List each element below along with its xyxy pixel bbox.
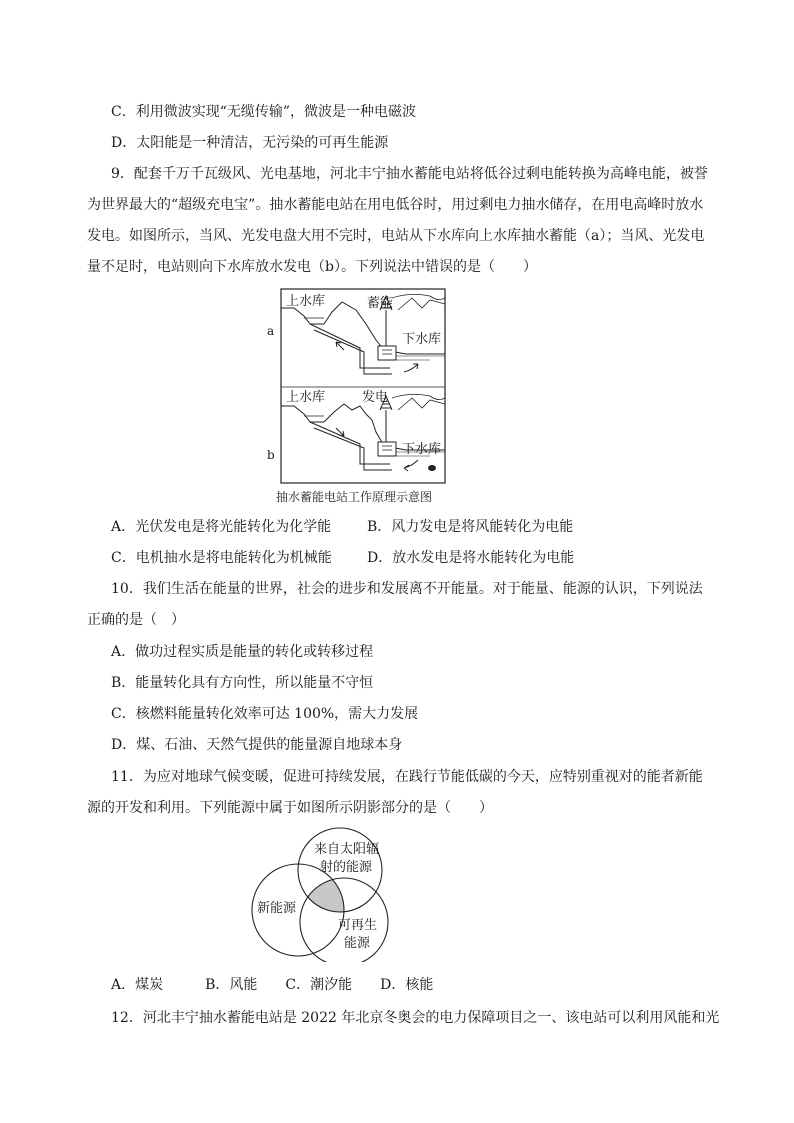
q8-option-c: C．利用微波实现“无缆传输”，微波是一种电磁波	[111, 104, 417, 120]
q10-stem-line-2: 正确的是（ ）	[87, 612, 185, 628]
diagram-b-upper-reservoir: 上水库	[286, 390, 326, 405]
venn-label-new-energy: 新能源	[257, 901, 297, 916]
venn-label-renewable-1: 可再生	[338, 918, 378, 933]
venn-label-renewable-2: 能源	[344, 936, 371, 951]
q10-option-a: A．做功过程实质是能量的转化或转移过程	[111, 644, 374, 660]
q9-stem-line-1: 9．配套千万千瓦级风、光电基地，河北丰宁抽水蓄能电站将低谷过剩电能转换为高峰电能，被誉	[111, 166, 708, 182]
q9-stem-line-2: 为世界最大的“超级充电宝”。抽水蓄能电站在用电低谷时，用过剩电力抽水储存，在用电高峰时放水	[87, 197, 704, 213]
q10-option-b: B．能量转化具有方向性，所以能量不守恒	[111, 675, 374, 691]
q11-stem-line-2: 源的开发和利用。下列能源中属于如图所示阴影部分的是（ ）	[87, 800, 493, 816]
q12-stem-line-1: 12．河北丰宁抽水蓄能电站是 2022 年北京冬奥会的电力保障项目之一、该电站可以利用风能和光	[111, 1010, 720, 1026]
venn-label-solar-1: 来自太阳辐	[314, 842, 380, 857]
q9-option-a: A．光伏发电是将光能转化为化学能	[111, 519, 332, 535]
q9-stem-line-3: 发电。如图所示，当风、光发电盘大用不完时，电站从下水库向上水库抽水蓄能（a）；当风、光发电	[87, 228, 705, 244]
diagram-a-upper-reservoir: 上水库	[286, 294, 326, 309]
diagram-a-storing-label: 蓄能	[367, 296, 394, 311]
diagram-a-lower-reservoir: 下水库	[402, 332, 442, 347]
q11-options: A．煤炭 B．风能 C．潮汐能 D．核能	[111, 977, 434, 993]
q10-option-d: D．煤、石油、天然气提供的能量源自地球本身	[111, 737, 403, 753]
q10-stem-line-1: 10．我们生活在能量的世界，社会的进步和发展离不开能量。对于能量、能源的认识，下列说法	[111, 581, 703, 597]
venn-label-solar-2: 射的能源	[320, 860, 373, 875]
q8-option-d: D．太阳能是一种清洁，无污染的可再生能源	[111, 135, 389, 151]
q10-option-c: C．核燃料能量转化效率可达 100%，需大力发展	[111, 706, 419, 722]
q9-option-c: C．电机抽水是将电能转化为机械能	[111, 550, 332, 566]
q9-stem-line-4: 量不足时，电站则向下水库放水发电（b）。下列说法中错误的是（ ）	[87, 259, 537, 275]
diagram-b-lower-reservoir: 下水库	[402, 442, 442, 457]
figure-label-b: b	[267, 448, 275, 462]
q9-option-d: D．放水发电是将水能转化为电能	[367, 550, 575, 566]
figure-label-a: a	[267, 324, 275, 338]
q11-stem-line-1: 11．为应对地球气候变暖，促进可持续发展，在践行节能低碳的今天，应特别重视对的能者新能	[111, 769, 703, 785]
q9-option-b: B．风力发电是将风能转化为电能	[367, 519, 574, 535]
figure-caption: 抽水蓄能电站工作原理示意图	[276, 490, 433, 504]
diagram-b-generating-label: 发电	[362, 390, 389, 405]
